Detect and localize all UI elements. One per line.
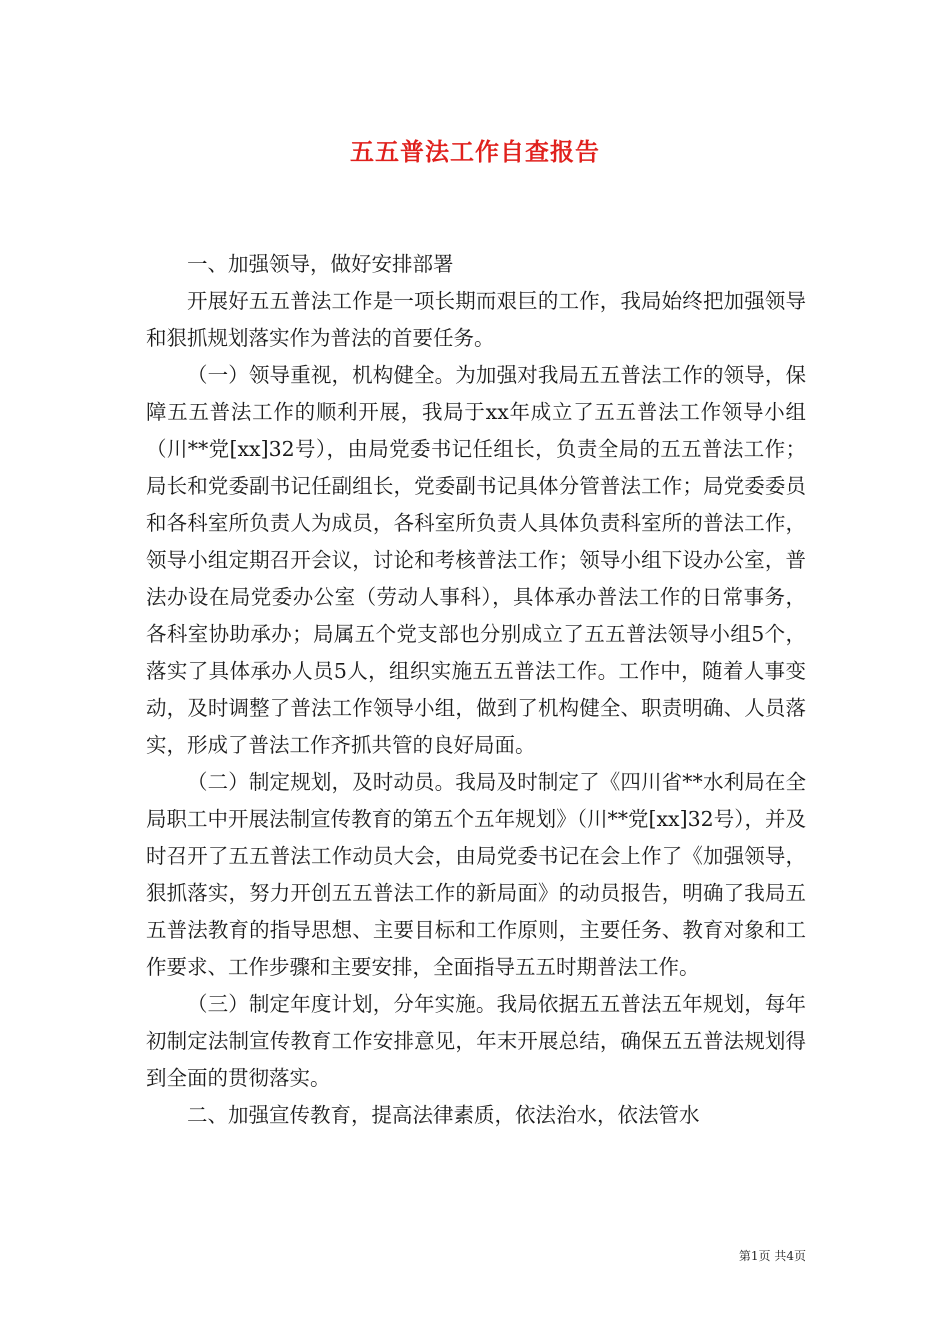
document-body xyxy=(146,246,806,1134)
section-heading-2: 二、加强宣传教育，提高法律素质，依法治水，依法管水 xyxy=(187,1103,700,1127)
page-number: 第1页 共4页 xyxy=(738,1249,806,1263)
paragraph-planning: （二）制定规划，及时动员。我局及时制定了《四川省**水利局在全局职工中开展法制宣传教育的第五个五年规划》（川**党[xx]32号），并及时召开了五五普法工作动员大会，由局党委书记在会上作了《加强领导，狠抓落实，努力开创五五普法工作的新局面》的动员报告，明确了我局五五普法教育的指导思想、主要目标和工作原则，主要任务、教育对象和工作要求、工作步骤和主要安排，全面指导五五时期普法工作。 xyxy=(146,770,806,979)
page-title: 五五普法工作自查报告 xyxy=(350,137,600,166)
paragraph-intro: 开展好五五普法工作是一项长期而艰巨的工作，我局始终把加强领导和狠抓规划落实作为普法的首要任务。 xyxy=(146,289,806,350)
paragraph-annual-plan: （三）制定年度计划，分年实施。我局依据五五普法五年规划，每年初制定法制宣传教育工作安排意见，年末开展总结，确保五五普法规划得到全面的贯彻落实。 xyxy=(146,992,806,1090)
section-heading-1: 一、加强领导，做好安排部署 xyxy=(187,252,454,276)
paragraph-leadership: （一）领导重视，机构健全。为加强对我局五五普法工作的领导，保障五五普法工作的顺利开展，我局于xx年成立了五五普法工作领导小组（川**党[xx]32号），由局党委书记任组长，负责全局的五五普法工作；局长和党委副书记任副组长，党委副书记具体分管普法工作；局党委委员和各科室所负责人为成员，各科室所负责人具体负责科室所的普法工作，领导小组定期召开会议，讨论和考核普法工作；领导小组下设办公室，普法办设在局党委办公室（劳动人事科），具体承办普法工作的日常事务，各科室协助承办；局属五个党支部也分别成立了五五普法领导小组5个，落实了具体承办人员5人，组织实施五五普法工作。工作中，随着人事变动，及时调整了普法工作领导小组，做到了机构健全、职责明确、人员落实，形成了普法工作齐抓共管的良好局面。 xyxy=(146,363,806,757)
